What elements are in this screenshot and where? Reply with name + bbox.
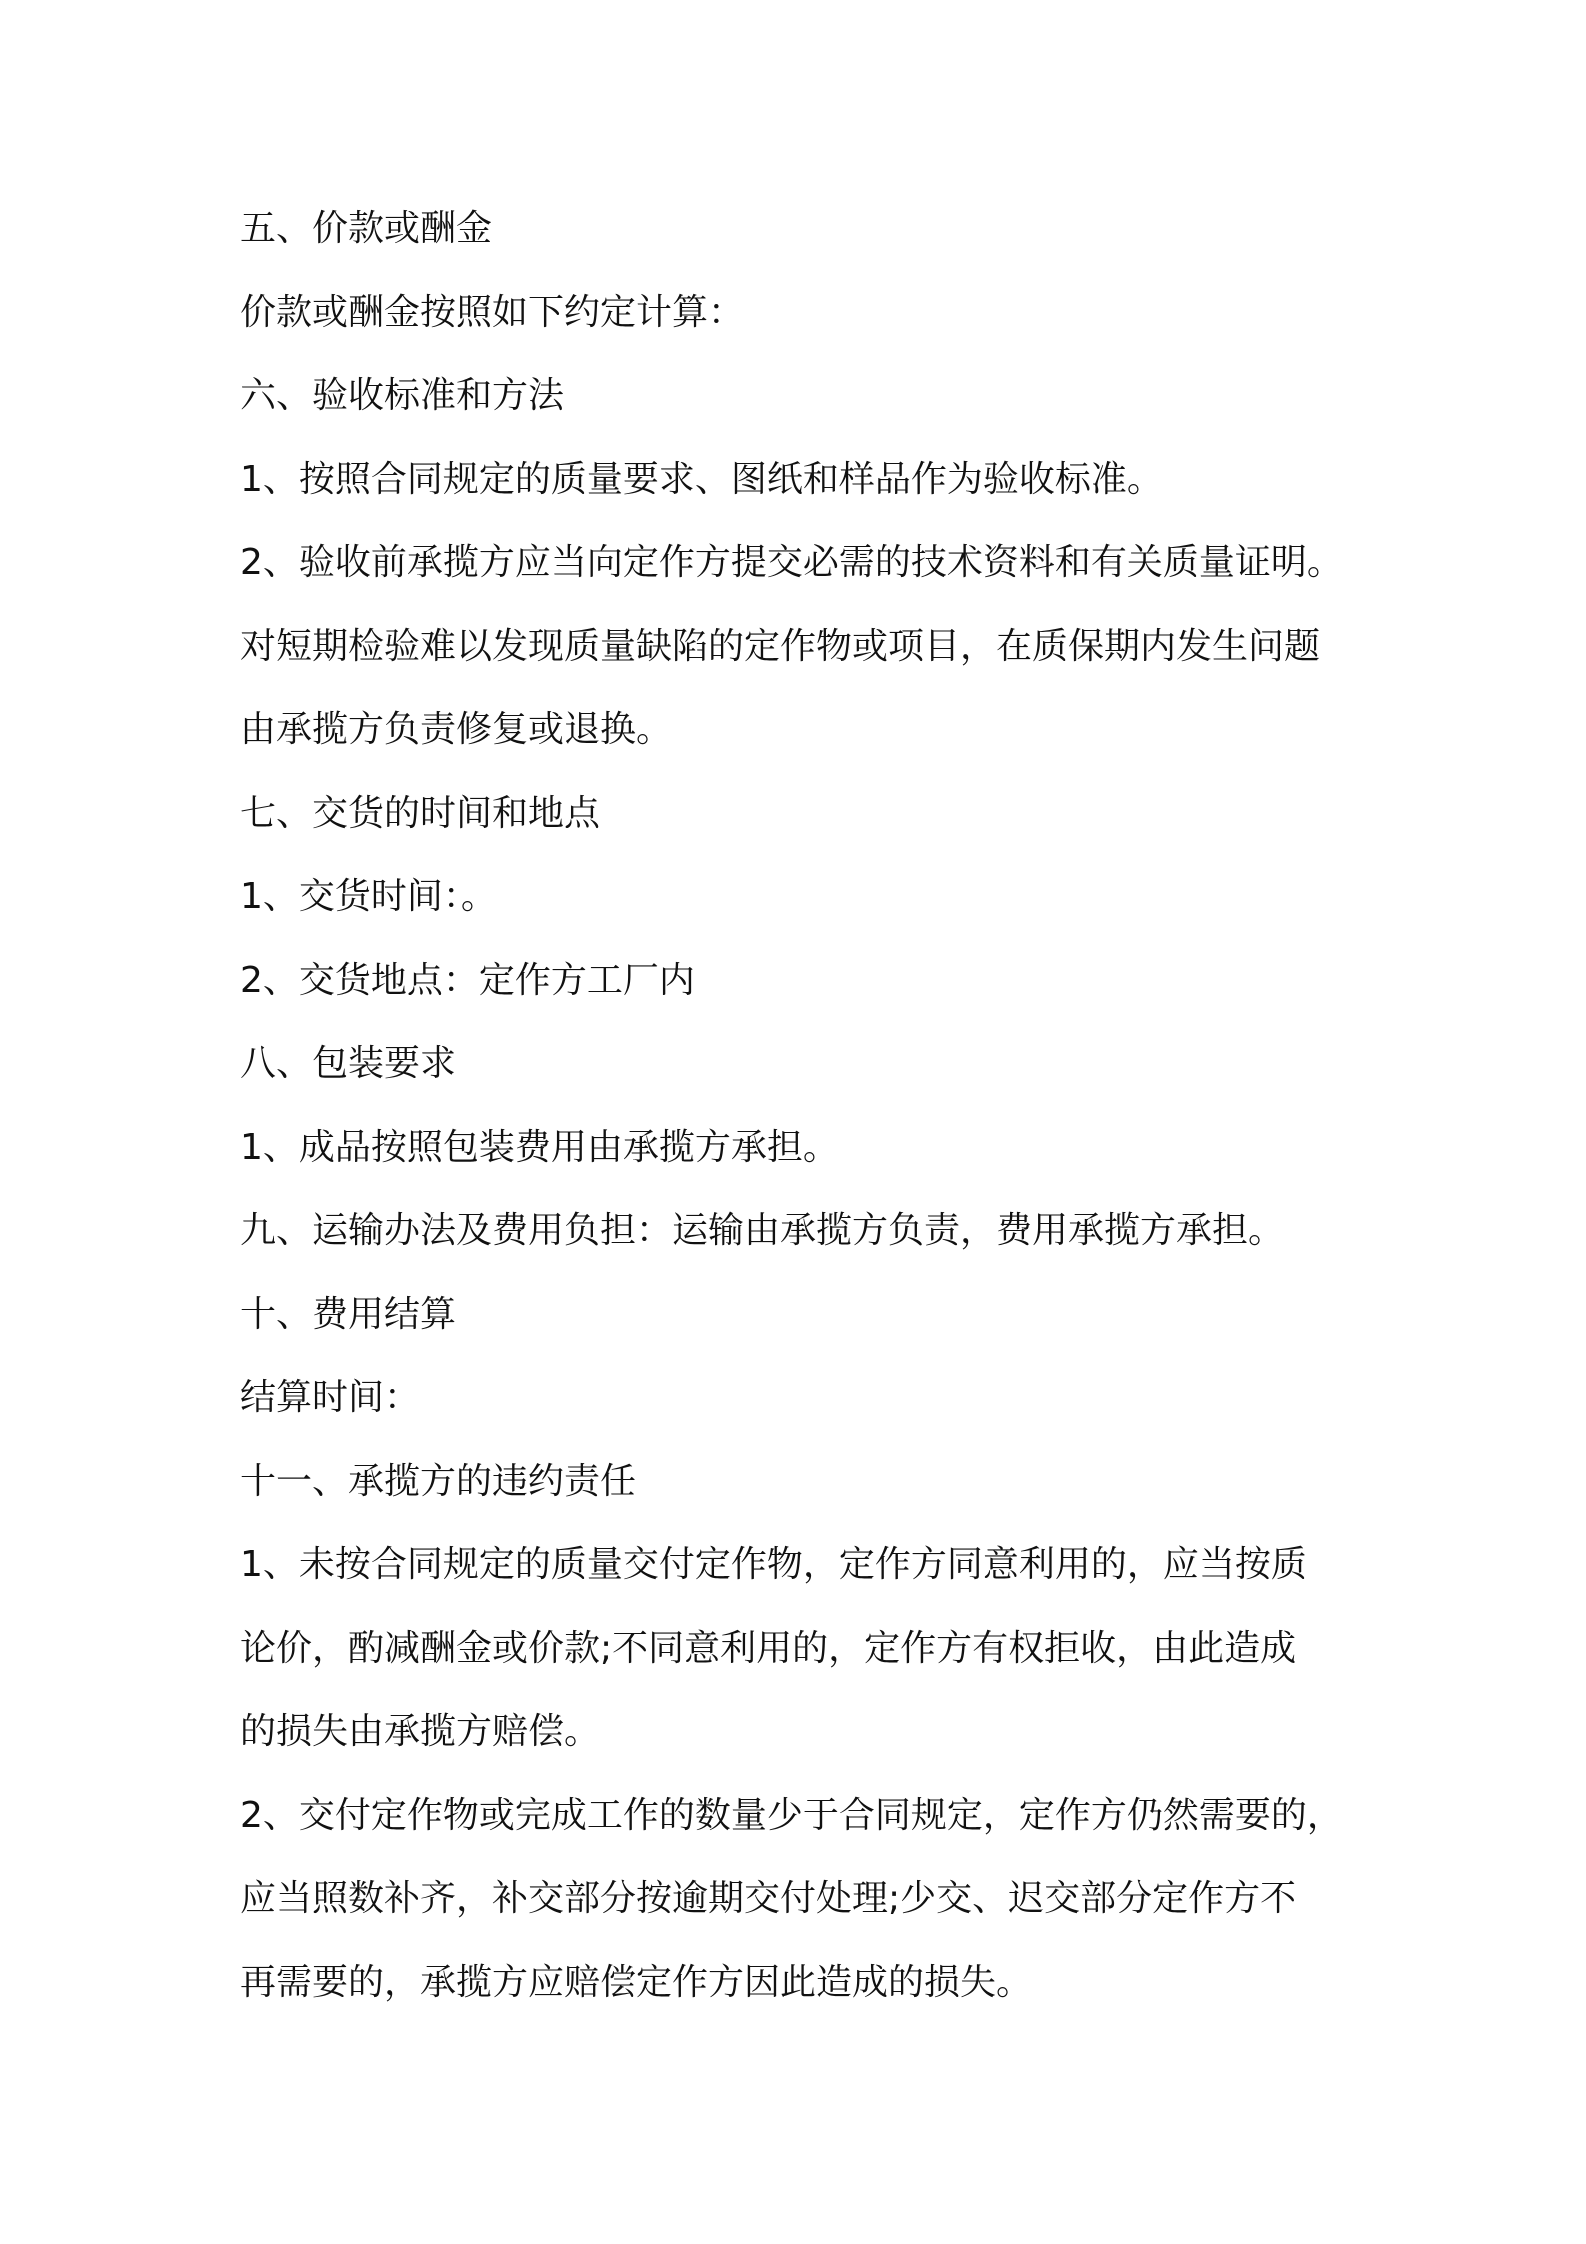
paragraph-liability-2-cont: 应当照数补齐，补交部分按逾期交付处理;少交、迟交部分定作方不	[240, 1878, 1297, 1919]
paragraph-acceptance-1: 1、按照合同规定的质量要求、图纸和样品作为验收标准。	[240, 458, 1163, 500]
paragraph-acceptance-2: 2、验收前承揽方应当向定作方提交必需的技术资料和有关质量证明。	[240, 542, 1343, 583]
paragraph-liability-2-end: 再需要的，承揽方应赔偿定作方因此造成的损失。	[240, 1961, 1033, 2003]
section-heading-liability: 十一、承揽方的违约责任	[240, 1460, 637, 1502]
paragraph-liability-1-cont: 论价，酌减酬金或价款;不同意利用的，定作方有权拒收，由此造成	[240, 1627, 1297, 1669]
section-heading-packaging: 八、包装要求	[240, 1043, 457, 1084]
paragraph-delivery-time: 1、交货时间：。	[240, 876, 497, 917]
paragraph-acceptance-2-cont: 对短期检验难以发现质量缺陷的定作物或项目，在质保期内发生问题	[240, 625, 1321, 667]
section-heading-transport: 九、运输办法及费用负担：运输由承揽方负责，费用承揽方承担。	[240, 1210, 1285, 1251]
paragraph-delivery-place: 2、交货地点：定作方工厂内	[240, 959, 695, 1001]
paragraph-settlement-time: 结算时间：	[240, 1377, 421, 1418]
section-heading-price: 五、价款或酬金	[240, 208, 493, 249]
document-body	[240, 198, 1380, 2035]
section-heading-acceptance: 六、验收标准和方法	[240, 375, 565, 416]
paragraph-packaging-1: 1、成品按照包装费用由承揽方承担。	[240, 1126, 839, 1168]
section-heading-settlement: 十、费用结算	[240, 1293, 457, 1335]
section-heading-delivery: 七、交货的时间和地点	[240, 792, 601, 834]
paragraph-liability-1-end: 的损失由承揽方赔偿。	[240, 1711, 601, 1752]
paragraph-acceptance-2-end: 由承揽方负责修复或退换。	[240, 709, 673, 750]
paragraph-price-calculation: 价款或酬金按照如下约定计算：	[240, 291, 745, 333]
paragraph-liability-1: 1、未按合同规定的质量交付定作物，定作方同意利用的，应当按质	[240, 1544, 1307, 1585]
paragraph-liability-2: 2、交付定作物或完成工作的数量少于合同规定，定作方仍然需要的，	[240, 1794, 1343, 1836]
